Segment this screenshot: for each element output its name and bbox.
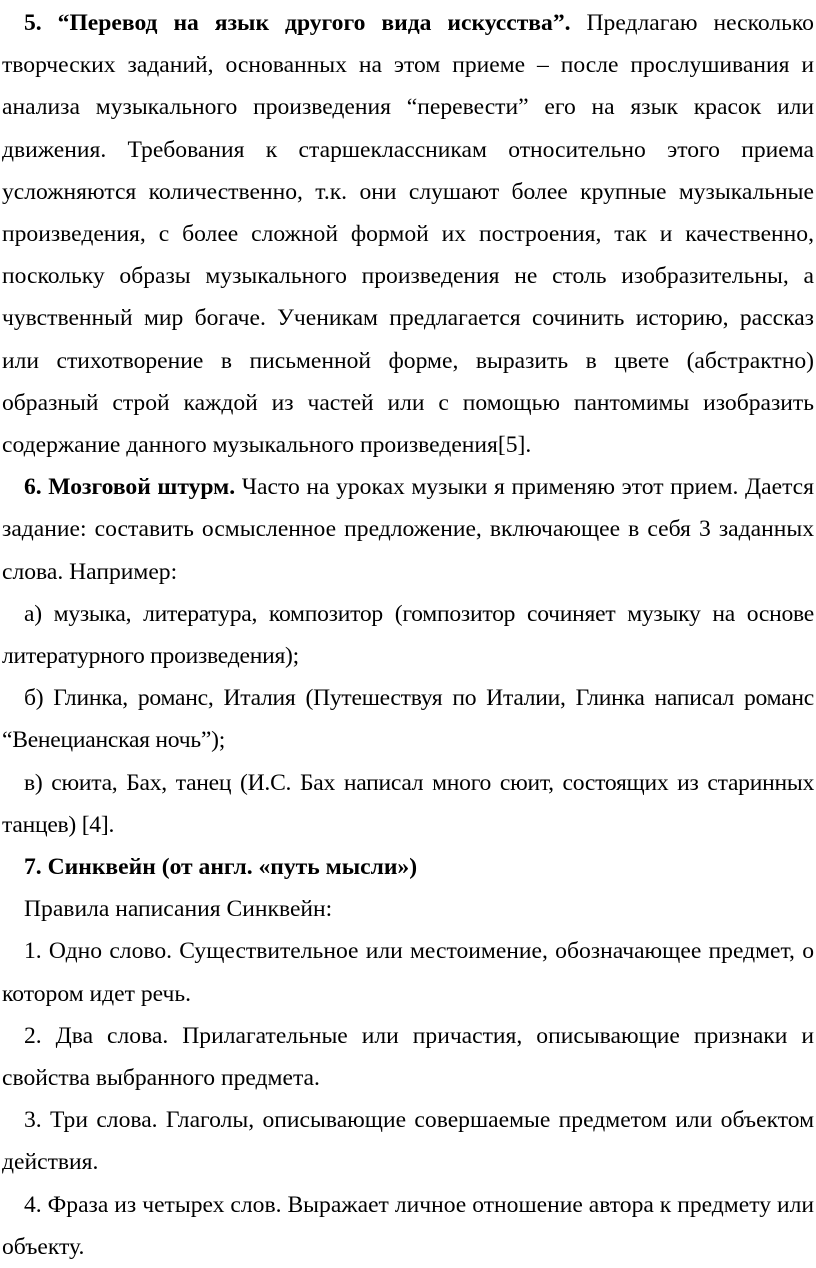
section-6-paragraph xyxy=(2,466,814,593)
section-6-example-a: а) музыка, литература, композитор (гомпозитор сочиняет музыку на основе литературного произведения); xyxy=(2,600,814,670)
section-6-text: Часто на уроках музыки я применяю этот прием. Дается задание: составить осмысленное предложение, включающее в себя 3 заданных слова. Например: xyxy=(2,474,814,585)
section-7-rule-1: 1. Одно слово. Существительное или местоимение, обозначающее предмет, о котором идет речь. xyxy=(2,938,814,1007)
section-5-paragraph xyxy=(2,2,814,466)
section-7-rule-2: 2. Два слова. Прилагательные или причастия, описывающие признаки и свойства выбранного предмета. xyxy=(2,1022,814,1092)
section-7-rule-3: 3. Три слова. Глаголы, описывающие совершаемые предметом или объектом действия. xyxy=(2,1107,814,1176)
section-6-example-c: в) сюита, Бах, танец (И.С. Бах написал много сюит, состоящих из старинных танцев) [4]. xyxy=(2,769,814,838)
section-5-title: 5. “Перевод на язык другого вида искусства”. xyxy=(24,10,571,36)
document-page xyxy=(2,0,814,1268)
section-6-title: 6. Мозговой штурм. xyxy=(24,474,236,501)
section-7-rules-intro: Правила написания Синквейн: xyxy=(24,896,333,923)
section-7-rule-4: 4. Фраза из четырех слов. Выражает личное отношение автора к предмету или объекту. xyxy=(2,1191,814,1260)
section-7-title: 7. Синквейн (от англ. «путь мысли») xyxy=(24,854,418,881)
section-5-text: Предлагаю несколько творческих заданий, основанных на этом приеме – после прослушивания и анализа музыкального произведения “перевести” его на язык красок или движения. Требования к старшеклассникам относительно этого приема усложняются количественно, т.к. они слушают более крупные музыкальные произведения, с более сложной формой их построения, так и качественно, поскольку образы музыкального произведения не столь изобразительны, а чувственный мир богаче. Ученикам предлагается сочинить историю, рассказ или стихотворение в письменной форме, выразить в цвете (абстрактно) образный строй каждой из частей или с помощью пантомимы изобразить содержание данного музыкального произведения[5]. xyxy=(2,10,814,459)
section-6-example-b: б) Глинка, романс, Италия (Путешествуя по Италии, Глинка написал романс “Венецианская ночь”); xyxy=(2,685,814,754)
